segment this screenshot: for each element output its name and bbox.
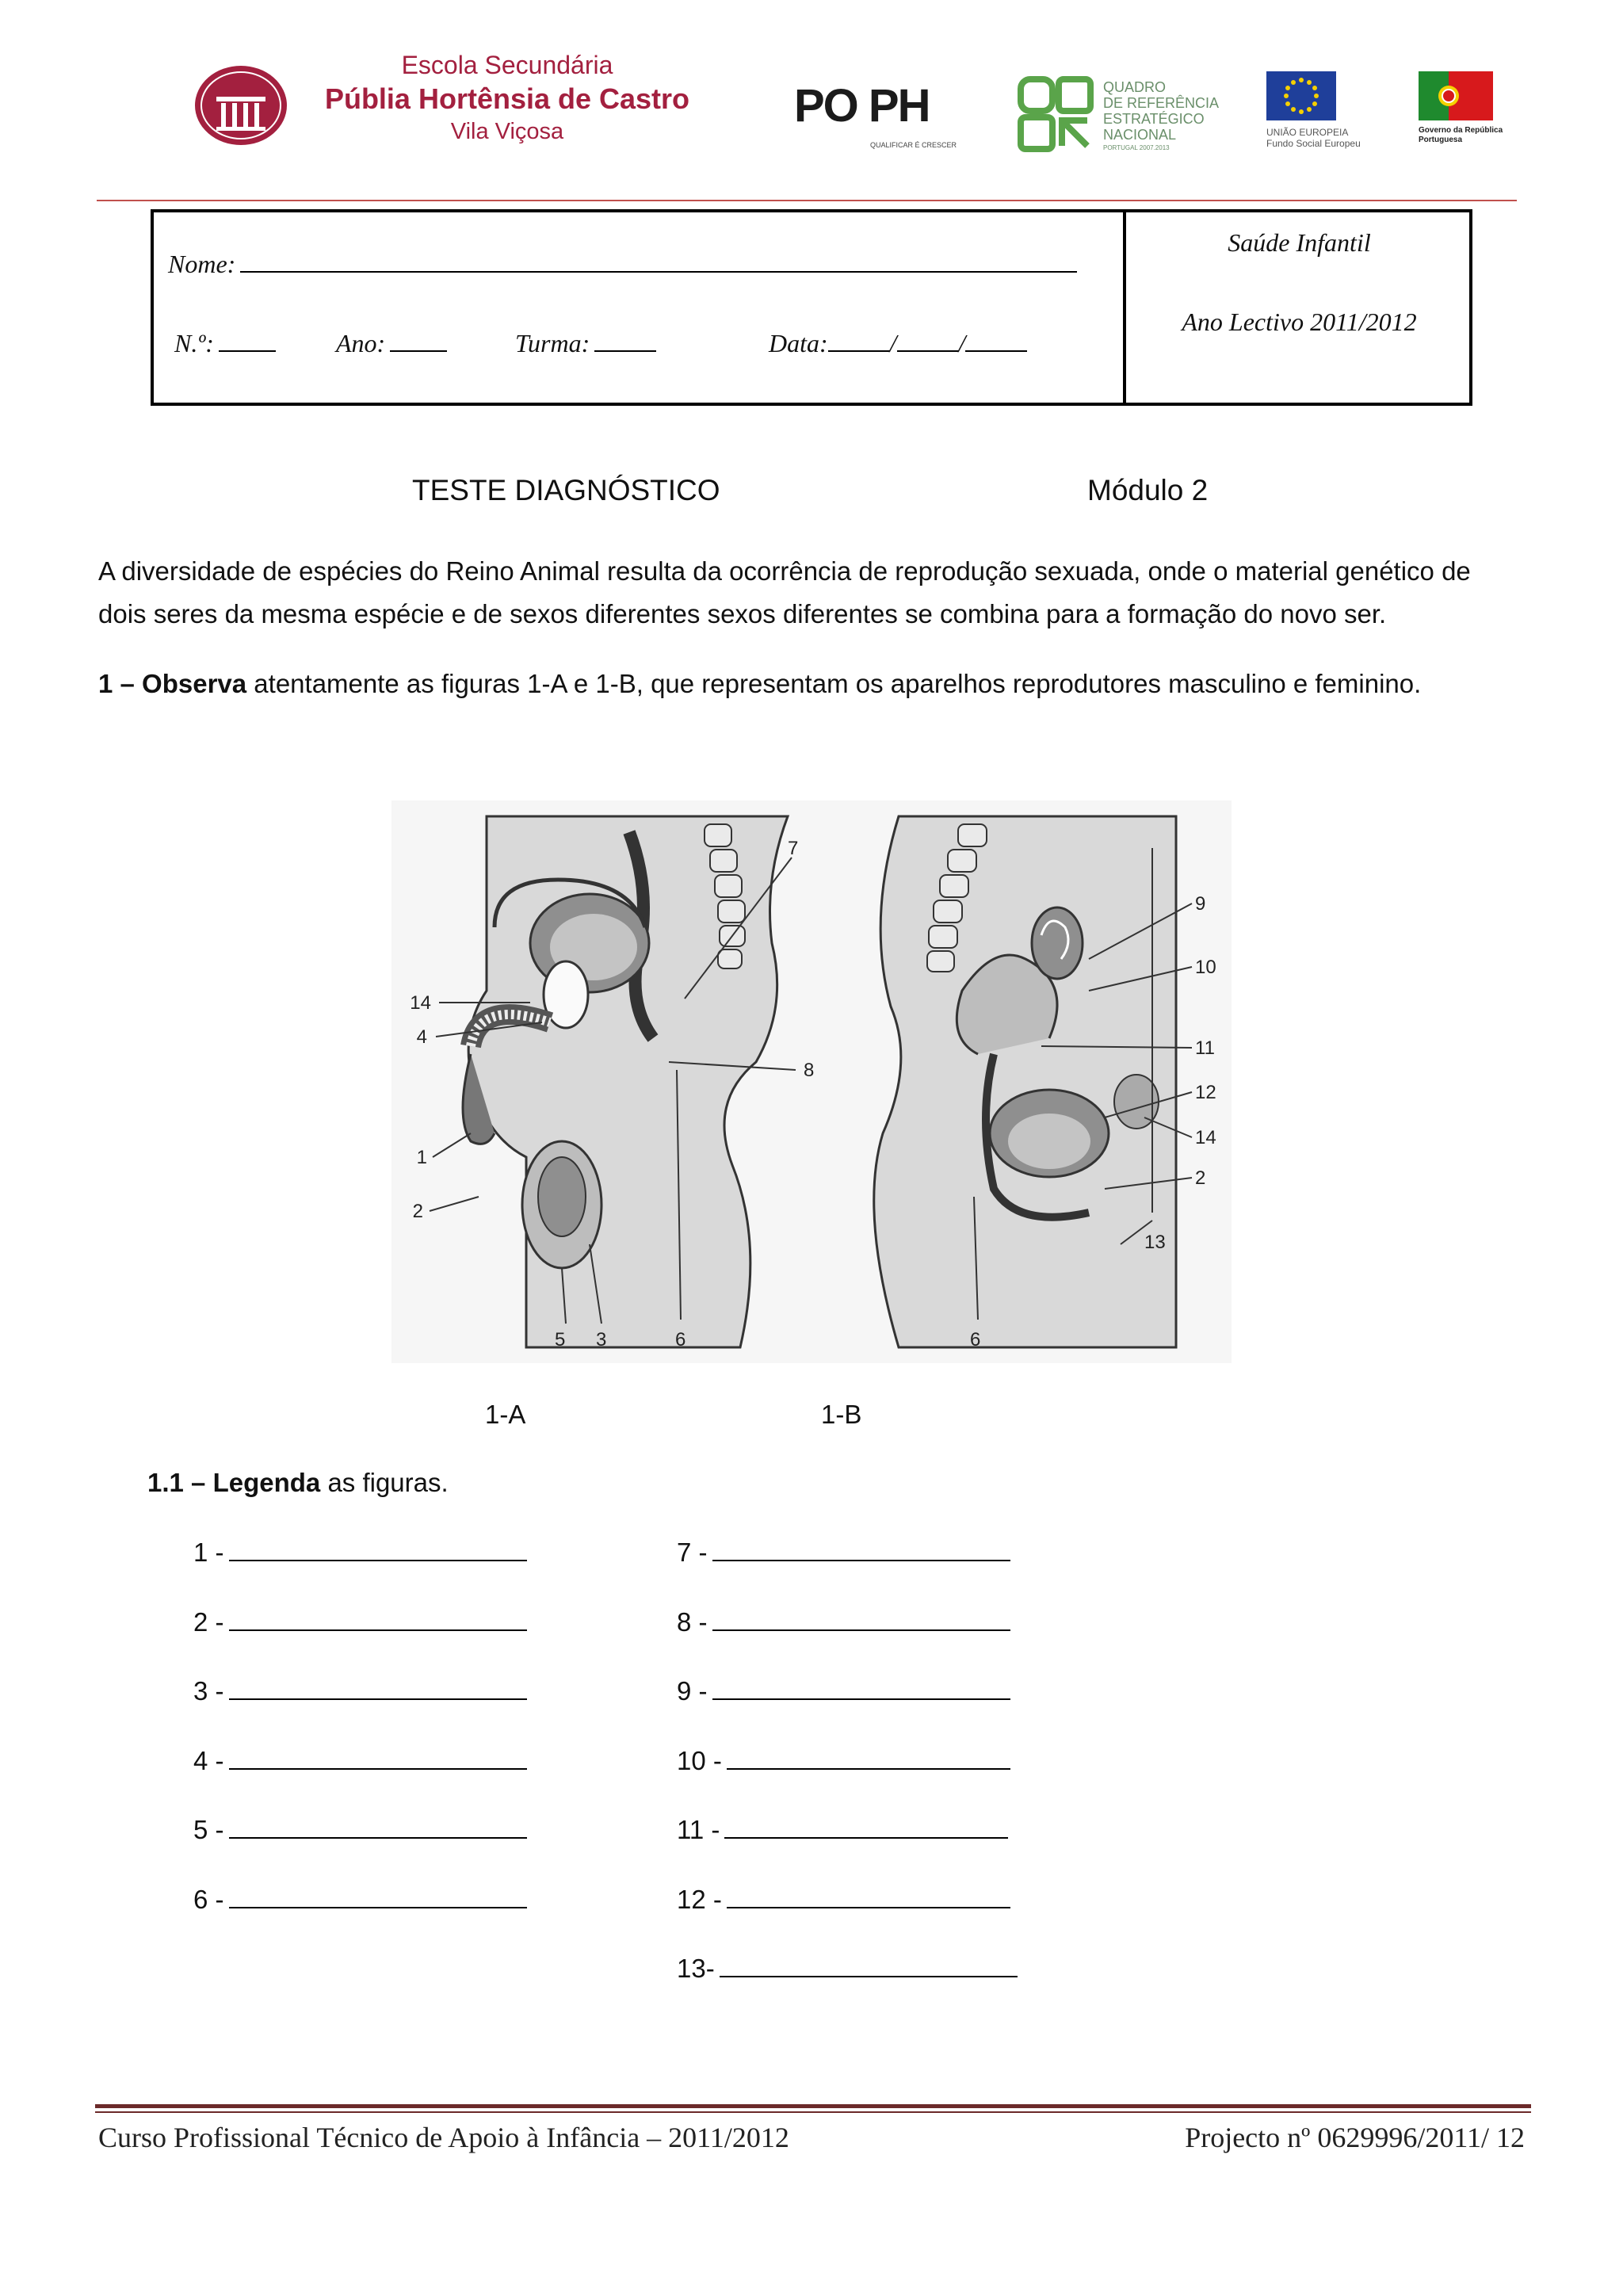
name-field[interactable] (168, 247, 1077, 279)
school-logo (193, 62, 289, 149)
eu-flag-icon (1266, 71, 1336, 124)
fig-a-label-14: 14 (410, 992, 431, 1014)
number-label: N.º: (174, 329, 214, 357)
school-line1: Escola Secundária (401, 51, 613, 79)
poph-logo: PO PH (794, 80, 930, 132)
answer-blank[interactable] (229, 1607, 527, 1631)
number-blank[interactable] (219, 327, 276, 352)
class-label: Turma: (515, 329, 590, 357)
qren-line4: NACIONAL (1103, 127, 1177, 143)
fig-b-label-10: 10 (1195, 957, 1216, 978)
fig-a-label-2: 2 (412, 1201, 423, 1222)
portugal-caption (1419, 126, 1503, 145)
answer-blank[interactable] (229, 1538, 527, 1561)
answer-blank[interactable] (727, 1746, 1010, 1770)
legend-answer-9[interactable] (677, 1676, 1010, 1706)
answer-blank[interactable] (712, 1607, 1010, 1631)
pt-caption-line1: Governo da República (1419, 126, 1503, 135)
eu-caption-line2: Fundo Social Europeu (1266, 138, 1361, 149)
answer-blank[interactable] (724, 1815, 1008, 1839)
question-1-1-label: 1.1 – Legenda (147, 1468, 321, 1497)
legend-number: 12 - (677, 1885, 722, 1914)
module-title: Módulo 2 (1087, 474, 1209, 506)
figure-1b-caption: 1-B (821, 1400, 862, 1429)
date-day-blank[interactable] (828, 327, 890, 352)
legend-answer-8[interactable] (677, 1607, 1010, 1637)
number-field[interactable] (174, 327, 276, 358)
legend-number: 8 - (677, 1607, 708, 1637)
date-month-blank[interactable] (897, 327, 959, 352)
name-blank[interactable] (240, 247, 1077, 273)
legend-answer-12[interactable] (677, 1885, 1010, 1915)
qren-line3: ESTRATÉGICO (1103, 111, 1205, 127)
question-1-text: atentamente as figuras 1-A e 1-B, que representam os aparelhos reprodutores masculino e feminino. (254, 669, 1422, 698)
answer-blank[interactable] (229, 1815, 527, 1839)
eu-caption (1266, 127, 1361, 149)
footer-divider (95, 2104, 1531, 2108)
fig-b-label-11: 11 (1195, 1037, 1215, 1059)
year-blank[interactable] (390, 327, 447, 352)
answer-blank[interactable] (229, 1746, 527, 1770)
class-field[interactable] (515, 327, 656, 358)
qren-logo-icon (1018, 76, 1094, 156)
fig-a-label-5: 5 (555, 1329, 566, 1350)
eu-caption-line1: UNIÃO EUROPEIA (1266, 127, 1349, 138)
class-blank[interactable] (594, 327, 656, 352)
fig-a-label-8: 8 (804, 1060, 815, 1081)
answer-blank[interactable] (720, 1954, 1018, 1977)
footer-project: Projecto nº 0629996/2011/ 12 (1185, 2122, 1525, 2153)
answer-blank[interactable] (727, 1885, 1010, 1908)
school-name (301, 49, 713, 146)
question-1 (98, 663, 1525, 705)
legend-number: 9 - (677, 1676, 708, 1706)
legend-number: 3 - (193, 1676, 224, 1706)
legend-number: 6 - (193, 1885, 224, 1914)
year-field[interactable] (336, 327, 447, 358)
qren-line1: QUADRO (1103, 79, 1167, 95)
fig-b-label-2: 2 (1195, 1167, 1206, 1189)
fig-b-label-12: 12 (1195, 1082, 1216, 1103)
fig-a-label-3: 3 (596, 1329, 607, 1350)
date-year-blank[interactable] (965, 327, 1027, 352)
test-title: TESTE DIAGNÓSTICO (412, 474, 720, 506)
legend-number: 10 - (677, 1746, 722, 1775)
legend-number: 4 - (193, 1746, 224, 1775)
fig-b-label-13: 13 (1144, 1232, 1166, 1253)
legend-number: 7 - (677, 1538, 708, 1567)
question-1-label: 1 – Observa (98, 669, 247, 698)
fig-a-label-6: 6 (675, 1329, 686, 1350)
fig-b-label-14: 14 (1195, 1127, 1216, 1148)
figure-1b-drawing (874, 816, 1176, 1347)
fig-b-label-9: 9 (1195, 893, 1206, 915)
question-1-1-text: as figuras. (327, 1468, 449, 1497)
year-label: Ano: (336, 329, 386, 357)
legend-number: 2 - (193, 1607, 224, 1637)
legend-number: 11 - (677, 1815, 720, 1844)
date-label: Data: (769, 329, 828, 357)
legend-number: 1 - (193, 1538, 224, 1567)
anatomy-figure (391, 800, 1232, 1363)
legend-answer-2[interactable] (193, 1607, 527, 1637)
header-divider (97, 200, 1517, 201)
school-year: Ano Lectivo 2011/2012 (1182, 308, 1417, 336)
portugal-flag-icon (1419, 71, 1493, 124)
legend-answer-6[interactable] (193, 1885, 527, 1915)
qren-tagline: PORTUGAL 2007.2013 (1103, 144, 1170, 151)
school-line3: Vila Viçosa (450, 119, 564, 144)
fig-b-label-6: 6 (970, 1329, 981, 1350)
legend-number: 5 - (193, 1815, 224, 1844)
fig-a-label-7: 7 (788, 838, 799, 859)
legend-answer-7[interactable] (677, 1538, 1010, 1568)
fig-a-label-1: 1 (416, 1147, 427, 1168)
question-1-1 (147, 1461, 449, 1504)
legend-answer-10[interactable] (677, 1746, 1010, 1776)
fig-a-label-4: 4 (416, 1026, 427, 1048)
poph-tagline: QUALIFICAR É CRESCER (870, 141, 957, 149)
footer-divider-thin (95, 2111, 1531, 2113)
legend-answer-13[interactable] (677, 1954, 1018, 1984)
answer-blank[interactable] (712, 1538, 1010, 1561)
legend-answer-3[interactable] (193, 1676, 527, 1706)
qren-line2: DE REFERÊNCIA (1103, 95, 1220, 111)
answer-blank[interactable] (229, 1676, 527, 1700)
legend-answer-4[interactable] (193, 1746, 527, 1776)
intro-paragraph: A diversidade de espécies do Reino Animal resulta da ocorrência de reprodução sexuada, onde o material genético de dois seres da mesma espécie e de sexos diferentes sexos diferentes se combina para a formação do novo ser. (98, 556, 1471, 628)
legend-answer-11[interactable] (677, 1815, 1008, 1845)
legend-answer-1[interactable] (193, 1538, 527, 1568)
footer-course: Curso Profissional Técnico de Apoio à Infância – 2011/2012 (98, 2122, 789, 2153)
school-line2: Públia Hortênsia de Castro (324, 82, 690, 115)
legend-answer-5[interactable] (193, 1815, 527, 1845)
legend-number: 13- (677, 1954, 715, 1983)
figure-1a-caption: 1-A (485, 1400, 526, 1429)
name-label: Nome: (168, 250, 236, 278)
answer-blank[interactable] (229, 1885, 527, 1908)
pt-caption-line2: Portuguesa (1419, 136, 1463, 144)
subject: Saúde Infantil (1228, 228, 1371, 257)
qren-text (1103, 79, 1219, 143)
date-field[interactable]: Data: / / (769, 327, 1027, 358)
answer-blank[interactable] (712, 1676, 1010, 1700)
